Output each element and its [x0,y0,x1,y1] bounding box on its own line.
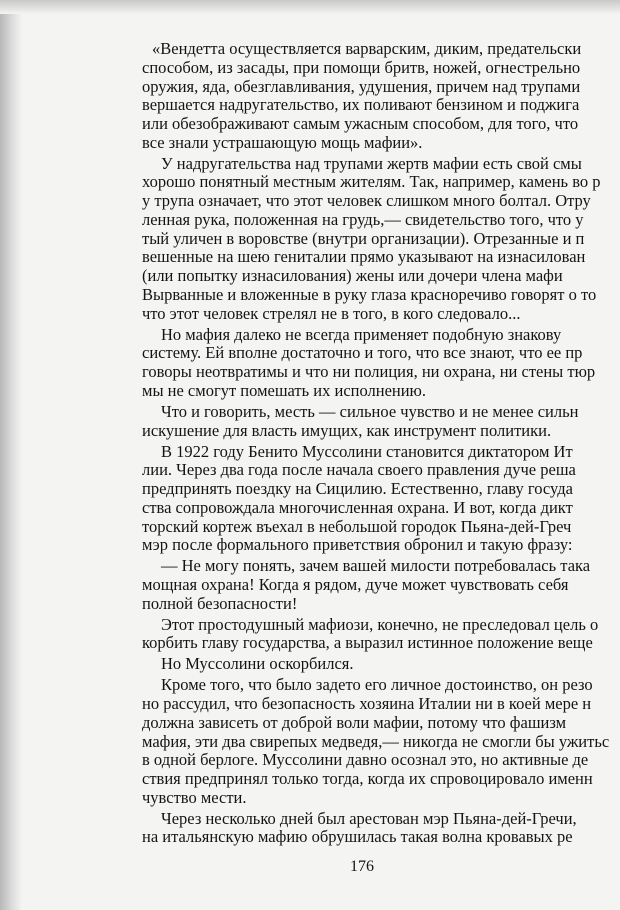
text-line: оружия, яда, обезглавливания, удушения, причем над трупами [142,76,581,96]
text-line: тый уличен в воровстве (внутри организации). Отрезанные и п [142,228,585,248]
text-line: вешенные на шею гениталии прямо указывают на изнасилован [142,247,586,267]
paragraph-7 [142,616,620,654]
text-line: предпринять поездку на Сицилию. Естественно, главу госуда [142,479,573,498]
paragraph-8 [142,655,620,674]
paragraph-10 [142,810,620,848]
paragraph-5 [142,443,620,556]
text-line: или обезображивают самым ужасным способом, для того, что [142,114,579,133]
body-text [142,40,620,849]
paragraph-1 [142,40,620,153]
text-line: мафия, эти два свирепых медведя,— никогда не смогли бы ужитьс [142,731,610,751]
page-number: 176 [350,858,374,875]
text-line: но рассудил, что безопасность хозяина Италии ни в коей мере н [142,694,592,713]
text-line: «Вендетта осуществляется варварским, диким, предательски [152,39,582,58]
text-line: — Не могу понять, зачем вашей милости потребовалась така [161,556,591,576]
text-line: мощная охрана! Когда я рядом, дуче может чувствовать себя [142,574,569,594]
text-line: ленная рука, положенная на грудь,— свидетельство того, что у [142,209,584,229]
text-line: Через несколько дней был арестован мэр Пьяна-дей-Гречи, [161,808,577,828]
text-line: ства сопровождала многочисленная охрана. И вот, когда дикт [142,497,573,517]
paragraph-2 [142,155,620,324]
text-line: все знали устрашающую мощь мафии». [142,132,423,152]
text-line: искушение для власть имущих, как инструмент политики. [142,420,552,440]
text-line: Но Муссолини оскорбился. [161,654,354,674]
text-line: корбить главу государства, а выразил истинное положение веще [142,633,593,653]
text-line: мы не смогут помешать их исполнению. [142,380,427,400]
paragraph-3 [142,326,620,401]
text-line: У надругательства над трупами жертв мафии есть свой смы [161,153,582,173]
text-line: В 1922 году Бенито Муссолини становится диктатором Ит [161,441,573,461]
text-line: Этот простодушный мафиози, конечно, не преследовал цель о [161,614,599,634]
text-line: Вырванные и вложенные в руку глаза красноречиво говорят о то [142,284,597,304]
page-top-shadow [0,0,620,14]
text-line: (или попытку изнасилования) жены или дочери члена мафи [142,266,563,286]
text-line: должна зависеть от доброй воли мафии, потому что фашизм [142,712,567,732]
text-line: мэр после формального приветствия обронил и такую фразу: [142,535,573,555]
text-line: систему. Ей вполне достаточно и того, что все знают, что ее пр [142,343,583,363]
text-line: ствия предпринял только тогда, когда их спровоцировало именн [142,769,593,788]
text-line: на итальянскую мафию обрушилась такая волна кровавых ре [142,827,573,847]
text-line: чувство мести. [142,787,247,807]
text-line: говоры неотвратимы и что ни полиция, ни охрана, ни стены тюр [142,362,596,382]
paragraph-6 [142,557,620,613]
text-line: торский кортеж въехал в небольшой городок Пьяна-дей-Греч [142,516,572,536]
text-line: способом, из засады, при помощи бритв, ножей, огнестрельно [142,57,581,77]
page-binding-shadow [0,0,22,910]
text-line: Что и говорить, месть — сильное чувство и не менее сильн [161,401,579,421]
text-line: в одной берлоге. Муссолини давно осознал это, но активные де [142,750,589,770]
text-line: у трупа означает, что этот человек слишком много болтал. Отру [142,191,591,211]
text-line: хорошо понятный местным жителям. Так, например, камень во р [142,172,601,192]
text-line: вершается надругательство, их поливают бензином и поджига [142,95,580,115]
text-line: что этот человек стрелял не в того, в кого следовало... [142,303,521,323]
text-line: лии. Через два года после начала своего правления дуче реша [142,460,576,480]
text-line: Кроме того, что было задето его личное достоинство, он резо [161,675,593,695]
text-line: полной безопасности! [142,593,298,613]
text-line: Но мафия далеко не всегда применяет подобную знакову [161,324,562,344]
paragraph-9 [142,676,620,807]
paragraph-4 [142,403,620,441]
